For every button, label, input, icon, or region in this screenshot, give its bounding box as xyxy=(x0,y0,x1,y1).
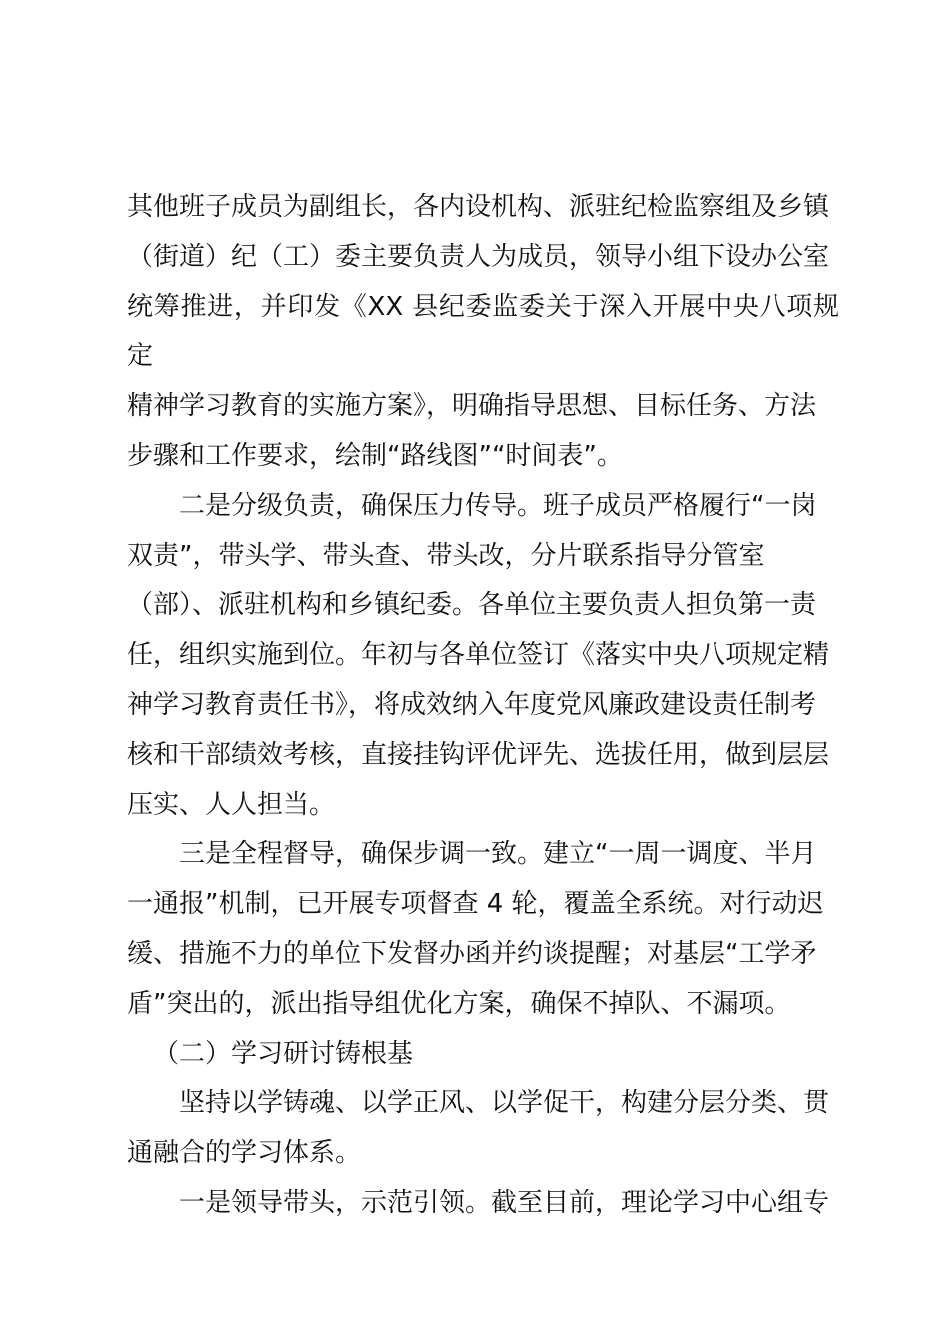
paragraph-continuation: 其他班子成员为副组长，各内设机构、派驻纪检监察组及乡镇 （街道）纪（工）委主要负责人为成员，领导小组下设办公室 统筹推进，并印发《XX 县纪委监委关于深入开展中央八项规定 精神学习教育的实施方案》，明确指导思想、目标任务、方法 步骤和工作要求，绘制“路线图”“时间表”。 xyxy=(127,192,839,471)
paragraph-graded-responsibility: 二是分级负责，确保压力传导。班子成员严格履行“一岗 双责”，带头学、带头查、带头改，分片联系指导分管室 （部）、派驻机构和乡镇纪委。各单位主要负责人担负第一责 任，组织实施到位。年初与各单位签订《落实中央八项规定精 神学习教育责任书》，将成效纳入年度党风廉政建设责任制考 核和干部绩效考核，直接挂钩评优评先、选拔任用，做到层层 压实、人人担当。 xyxy=(127,490,830,820)
paragraph-full-supervision: 三是全程督导，确保步调一致。建立“一周一调度、半月 一通报”机制，已开展专项督查 4 轮，覆盖全系统。对行动迟 缓、措施不力的单位下发督办函并约谈提醒；对基层“工学矛 盾”突出的，派出指导组优化方案，确保不掉队、不漏项。 xyxy=(127,839,824,1019)
paragraph-learning-system: 坚持以学铸魂、以学正风、以学促干，构建分层分类、贯 通融合的学习体系。 xyxy=(127,1088,830,1169)
document-body xyxy=(127,183,839,1229)
paragraph-leadership-example: 一是领导带头，示范引领。截至目前，理论学习中心组专 xyxy=(179,1187,830,1218)
section-heading: （二）学习研讨铸根基 xyxy=(153,1038,414,1069)
